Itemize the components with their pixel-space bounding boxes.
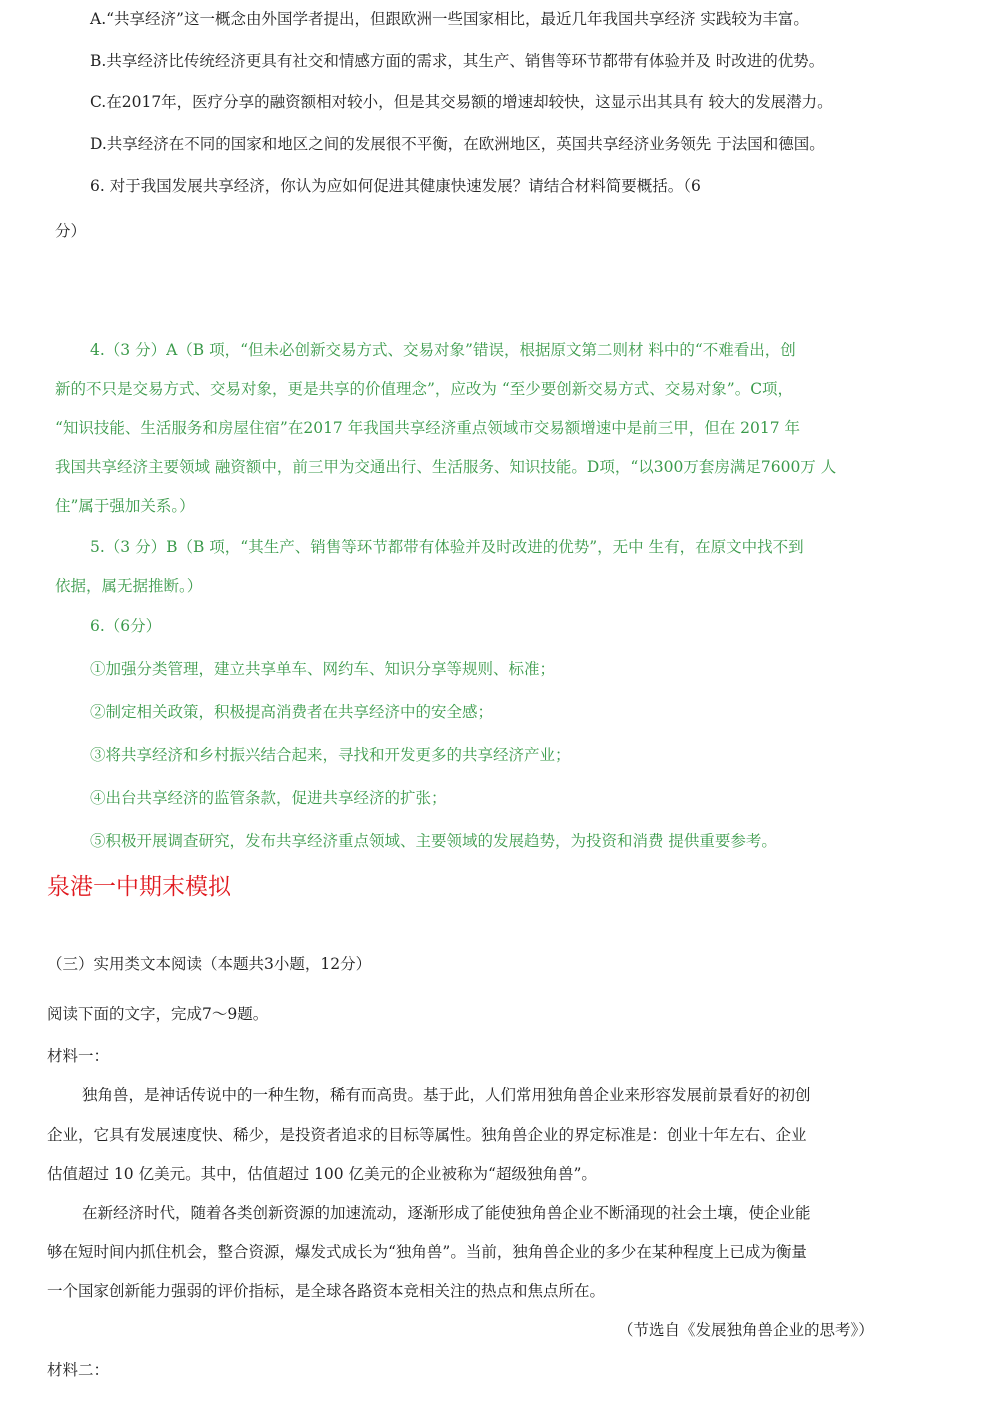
answer-6-point: ⑤积极开展调查研究，发布共享经济重点领域、主要领域的发展趋势，为投资和消费 提供重要参考。 <box>90 832 777 850</box>
answer-5-line: 5.（3 分）B（B 项，“其生产、销售等环节都带有体验并及时改进的优势”，无中 生有，在原文中找不到 <box>90 538 804 556</box>
answer-6-point: ③将共享经济和乡村振兴结合起来，寻找和开发更多的共享经济产业； <box>90 746 571 764</box>
material1-source: （节选自《发展独角兽企业的思考》） <box>618 1321 874 1339</box>
material1-line: 独角兽，是神话传说中的一种生物，稀有而高贵。基于此，人们常用独角兽企业来形容发展前景看好的初创 <box>82 1086 811 1104</box>
answer-4-line: 我国共享经济主要领域 融资额中，前三甲为交通出行、生活服务、知识技能。D项，“以300万套房满足7600万 人 <box>55 458 837 476</box>
material2-label: 材料二： <box>47 1361 110 1379</box>
answer-4-line: “知识技能、生活服务和房屋住宿”在2017 年我国共享经济重点领域市交易额增速中是前三甲，但在 2017 年 <box>55 419 801 437</box>
option-a: A.“共享经济”这一概念由外国学者提出，但跟欧洲一些国家相比，最近几年我国共享经济 实践较为丰富。 <box>90 10 809 28</box>
answer-6-point: ④出台共享经济的监管条款，促进共享经济的扩张； <box>90 789 447 807</box>
question-6-line2: 分） <box>55 222 87 240</box>
answer-6-point: ②制定相关政策，积极提高消费者在共享经济中的安全感； <box>90 703 494 721</box>
material1-label: 材料一： <box>47 1047 110 1065</box>
option-b: B.共享经济比传统经济更具有社交和情感方面的需求，其生产、销售等环节都带有体验并及 时改进的优势。 <box>90 52 825 70</box>
part3-heading: （三）实用类文本阅读（本题共3小题，12分） <box>47 955 372 973</box>
material1-line: 在新经济时代，随着各类创新资源的加速流动，逐渐形成了能使独角兽企业不断涌现的社会土壤，使企业能 <box>82 1204 811 1222</box>
part3-instruction: 阅读下面的文字，完成7～9题。 <box>47 1005 269 1023</box>
material1-line: 企业，它具有发展速度快、稀少，是投资者追求的目标等属性。独角兽企业的界定标准是：创业十年左右、企业 <box>47 1126 807 1144</box>
answer-4-line: 住”属于强加关系。） <box>55 497 195 515</box>
question-6-line1: 6. 对于我国发展共享经济，你认为应如何促进其健康快速发展？请结合材料简要概括。（6 <box>90 177 701 195</box>
answer-5-line: 依据，属无据推断。） <box>55 577 203 595</box>
option-d: D.共享经济在不同的国家和地区之间的发展很不平衡，在欧洲地区，英国共享经济业务领先 于法国和德国。 <box>90 135 825 153</box>
answer-6-heading: 6.（6分） <box>90 617 162 635</box>
material1-line: 估值超过 10 亿美元。其中，估值超过 100 亿美元的企业被称为“超级独角兽”。 <box>47 1165 597 1183</box>
answer-4-line: 新的不只是交易方式、交易对象，更是共享的价值理念”，应改为 “至少要创新交易方式、交易对象”。C项， <box>55 380 794 398</box>
option-c: C.在2017年，医疗分享的融资额相对较小，但是其交易额的增速却较快，这显示出其具有 较大的发展潜力。 <box>90 93 833 111</box>
answer-4-line: 4.（3 分）A（B 项，“但未必创新交易方式、交易对象”错误，根据原文第二则材 料中的“不难看出，创 <box>90 341 796 359</box>
material1-line: 够在短时间内抓住机会，整合资源，爆发式成长为“独角兽”。当前，独角兽企业的多少在某种程度上已成为衡量 <box>47 1243 807 1261</box>
answer-6-point: ①加强分类管理，建立共享单车、网约车、知识分享等规则、标准； <box>90 660 556 678</box>
material1-line: 一个国家创新能力强弱的评价指标，是全球各路资本竞相关注的热点和焦点所在。 <box>47 1282 606 1300</box>
section-title: 泉港一中期末模拟 <box>47 874 231 900</box>
